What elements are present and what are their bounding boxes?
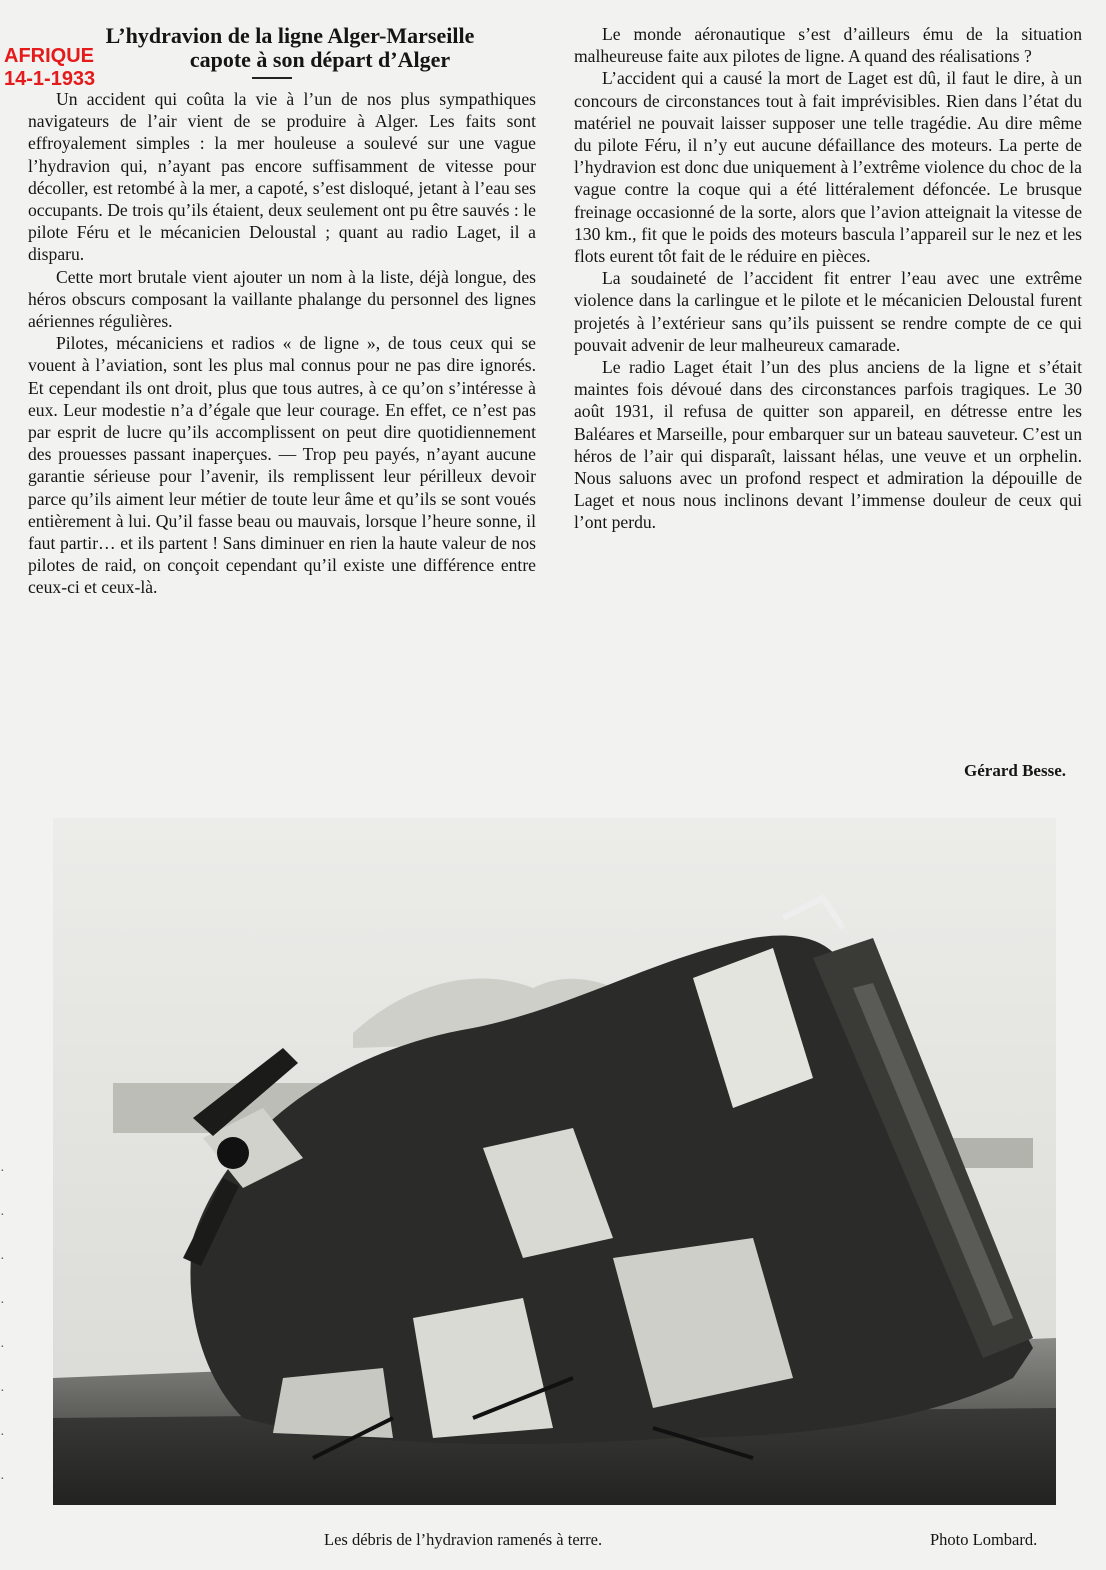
paragraph: L’accident qui a causé la mort de Laget est dû, il faut le dire, à un concours de circonstances tout à fait imprévisibles. Rien dans l’état du matériel ne pouvait laisser supposer une telle tragédie. Au dire même du pilote Féru, il n’y eut aucune défaillance des moteurs. La perte de l’hydravion est donc due uniquement à l’extrême violence du choc de la vague contre la coque qui a été littéralement défoncée. Le brusque freinage occasionné de la sorte, alors que l’avion atteignait la vitesse de 130 km., fit que le poids des moteurs bascula l’appareil sur le nez et les flots eurent tôt fait de le réduire en pièces. [574, 68, 1082, 267]
article-column-right [574, 23, 1082, 534]
photo-credit: Photo Lombard. [930, 1530, 1038, 1549]
article-title-line-1: L’hydravion de la ligne Alger-Marseille [105, 23, 475, 48]
archive-stamp [4, 45, 95, 91]
article-column-left [28, 88, 536, 599]
paragraph: Pilotes, mécaniciens et radios « de ligne », de tous ceux qui se vouent à l’aviation, sont les plus mal connus pour ne pas dire ignorés. Et cependant ils ont droit, plus que tous autres, à ce qu’on s’intéresse à eux. Leur modestie n’a d’égale que leur courage. En effet, ce n’est pas par esprit de lucre qu’ils accomplissent on peut dire quotidiennement des prouesses passant inaperçues. — Trop peu payés, n’ayant aucune garantie sérieuse pour l’avenir, ils remplissent leur périlleux devoir parce qu’ils aiment leur métier de toute leur âme et qu’ils se sont voués entièrement à lui. Qu’il fasse beau ou mauvais, lorsque l’heure sonne, il faut partir… et ils partent ! Sans diminuer en rien la haute valeur de nos pilotes de raid, on conçoit cependant qu’il existe une différence entre ceux-ci et ceux-là. [28, 333, 536, 598]
scan-margin-marks: · · · · · · · · [0, 1164, 5, 1487]
paragraph: La soudaineté de l’accident fit entrer l’eau avec une extrême violence dans la carlingue et le pilote et le mécanicien Deloustal furent projetés à l’extérieur sans qu’ils puissent se rendre compte de ce qui pouvait advenir de leur malheureux camarade. [574, 268, 1082, 355]
article-title [40, 24, 540, 72]
paragraph: Le radio Laget était l’un des plus anciens de la ligne et s’était maintes fois dévoué dans des circonstances parfois tragiques. Le 30 août 1931, il refusa de quitter son appareil, en détresse entre les Baléares et Marseille, pour embarquer sur un bateau sauveteur. C’est un héros de l’air qui disparaît, laissant hélas, une veuve et un orphelin. Nous saluons avec un profond respect et admiration la dépouille de Laget et nous nous inclinons devant l’immense douleur de ceux qui l’ont perdu. [574, 357, 1082, 533]
stamp-date: 14-1-1933 [4, 68, 96, 90]
paragraph: Un accident qui coûta la vie à l’un de nos plus sympathiques navigateurs de l’air vient de se produire à Alger. Les faits sont effroyalement simples : la mer houleuse a soulevé sur une vague l’hydravion qui, n’ayant pas encore suffisamment de vitesse pour décoller, est retombé à la mer, a capoté, s’est disloqué, jetant à l’eau ses occupants. De trois qu’ils étaient, deux seulement ont pu être sauvés : le pilote Féru et le mécanicien Deloustal ; quant au radio Laget, il a disparu. [28, 89, 536, 265]
photo-caption: Les débris de l’hydravion ramenés à terre. [324, 1530, 603, 1549]
title-divider [252, 77, 292, 79]
author-signature: Gérard Besse. [964, 761, 1066, 780]
paragraph: Le monde aéronautique s’est d’ailleurs ému de la situation malheureuse faite aux pilotes de ligne. A quand des réalisations ? [574, 24, 1082, 67]
stamp-source: AFRIQUE [4, 45, 94, 67]
wreckage-photo-illustration [53, 818, 1056, 1505]
paragraph: Cette mort brutale vient ajouter un nom à la liste, déjà longue, des héros obscurs composant la vaillante phalange du personnel des lignes aériennes régulières. [28, 266, 536, 332]
article-title-line-2: capote à son départ d’Alger [189, 47, 451, 72]
wreckage-photo [53, 818, 1056, 1505]
